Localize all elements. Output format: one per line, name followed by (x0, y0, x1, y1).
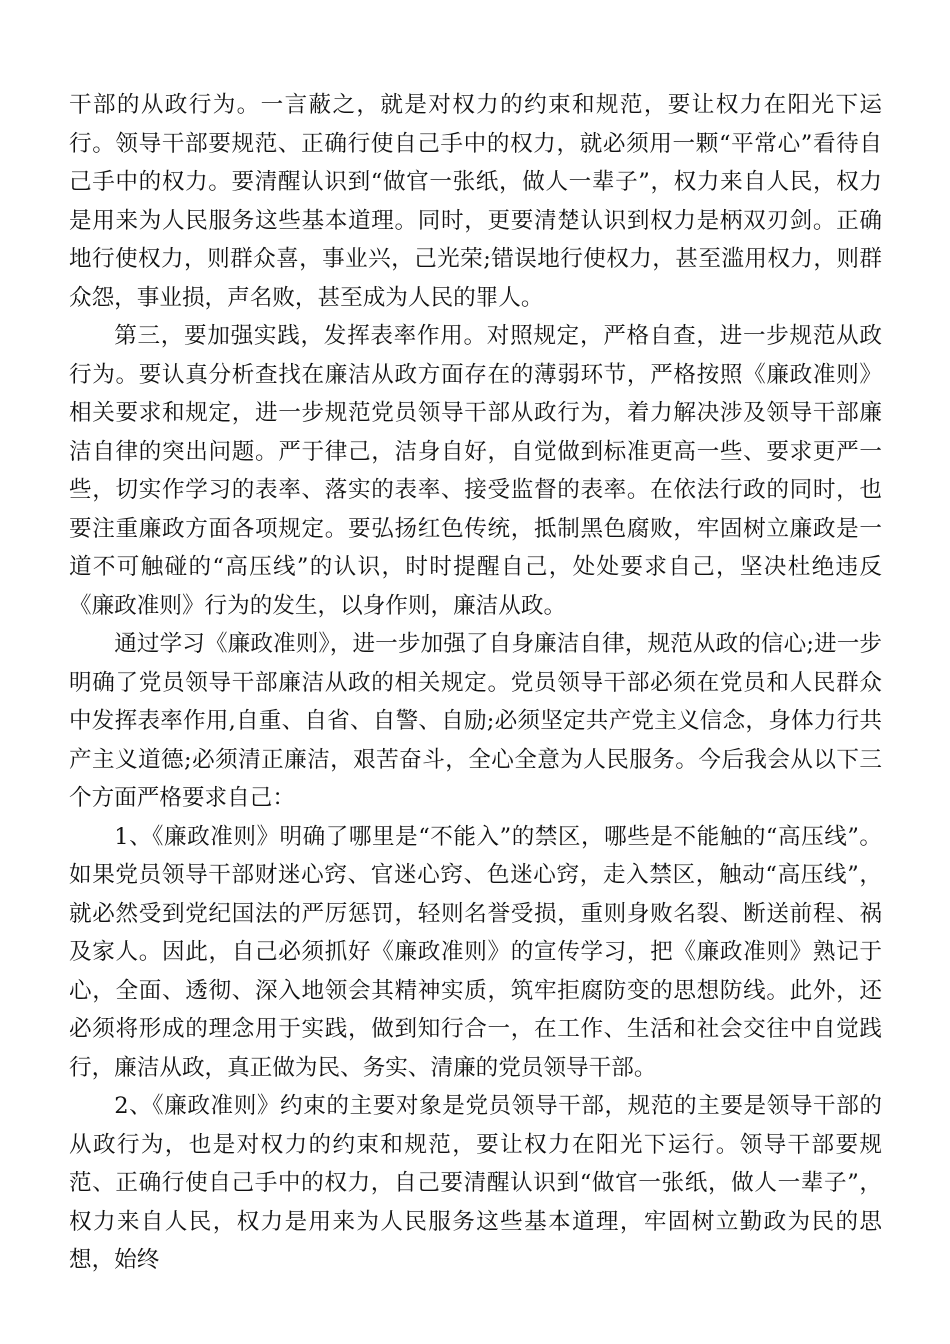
paragraph-3: 通过学习《廉政准则》，进一步加强了自身廉洁自律，规范从政的信心;进一步明确了党员领导干部廉洁从政的相关规定。党员领导干部必须在党员和人民群众中发挥表率作用,自重、自省、自警、自励;必须坚定共产党主义信念，身体力行共产主义道德;必须清正廉洁，艰苦奋斗，全心全意为人民服务。今后我会从以下三个方面严格要求自己： (69, 631, 882, 811)
paragraph-5: 2、《廉政准则》约束的主要对象是党员领导干部，规范的主要是领导干部的从政行为，也是对权力的约束和规范，要让权力在阳光下运行。领导干部要规范、正确行使自己手中的权力，自己要清醒认识到“做官一张纸，做人一辈子”，权力来自人民，权力是用来为人民服务这些基本道理，牢固树立勤政为民的思想，始终 (69, 1093, 882, 1273)
paragraph-2: 第三，要加强实践，发挥表率作用。对照规定，严格自查，进一步规范从政行为。要认真分析查找在廉洁从政方面存在的薄弱环节，严格按照《廉政准则》相关要求和规定，进一步规范党员领导干部从政行为，着力解决涉及领导干部廉洁自律的突出问题。严于律己，洁身自好，自觉做到标准更高一些、要求更严一些，切实作学习的表率、落实的表率、接受监督的表率。在依法行政的同时，也要注重廉政方面各项规定。要弘扬红色传统，抵制黑色腐败，牢固树立廉政是一道不可触碰的“高压线”的认识，时时提醒自己，处处要求自己，坚决杜绝违反《廉政准则》行为的发生，以身作则，廉洁从政。 (69, 323, 882, 619)
paragraph-4: 1、《廉政准则》明确了哪里是“不能入”的禁区，哪些是不能触的“高压线”。如果党员领导干部财迷心窍、官迷心窍、色迷心窍，走入禁区，触动“高压线”，就必然受到党纪国法的严厉惩罚，轻则名誉受损，重则身败名裂、断送前程、祸及家人。因此，自己必须抓好《廉政准则》的宣传学习，把《廉政准则》熟记于心，全面、透彻、深入地领会其精神实质，筑牢拒腐防变的思想防线。此外，还必须将形成的理念用于实践，做到知行合一，在工作、生活和社会交往中自觉践行，廉洁从政，真正做为民、务实、清廉的党员领导干部。 (69, 823, 882, 1081)
paragraph-1: 干部的从政行为。一言蔽之，就是对权力的约束和规范，要让权力在阳光下运行。领导干部要规范、正确行使自己手中的权力，就必须用一颗“平常心”看待自己手中的权力。要清醒认识到“做官一张纸，做人一辈子”，权力来自人民，权力是用来为人民服务这些基本道理。同时，更要清楚认识到权力是柄双刃剑。正确地行使权力，则群众喜，事业兴，己光荣;错误地行使权力，甚至滥用权力，则群众怨，事业损，声名败，甚至成为人民的罪人。 (69, 92, 882, 311)
document-page (69, 86, 882, 1280)
